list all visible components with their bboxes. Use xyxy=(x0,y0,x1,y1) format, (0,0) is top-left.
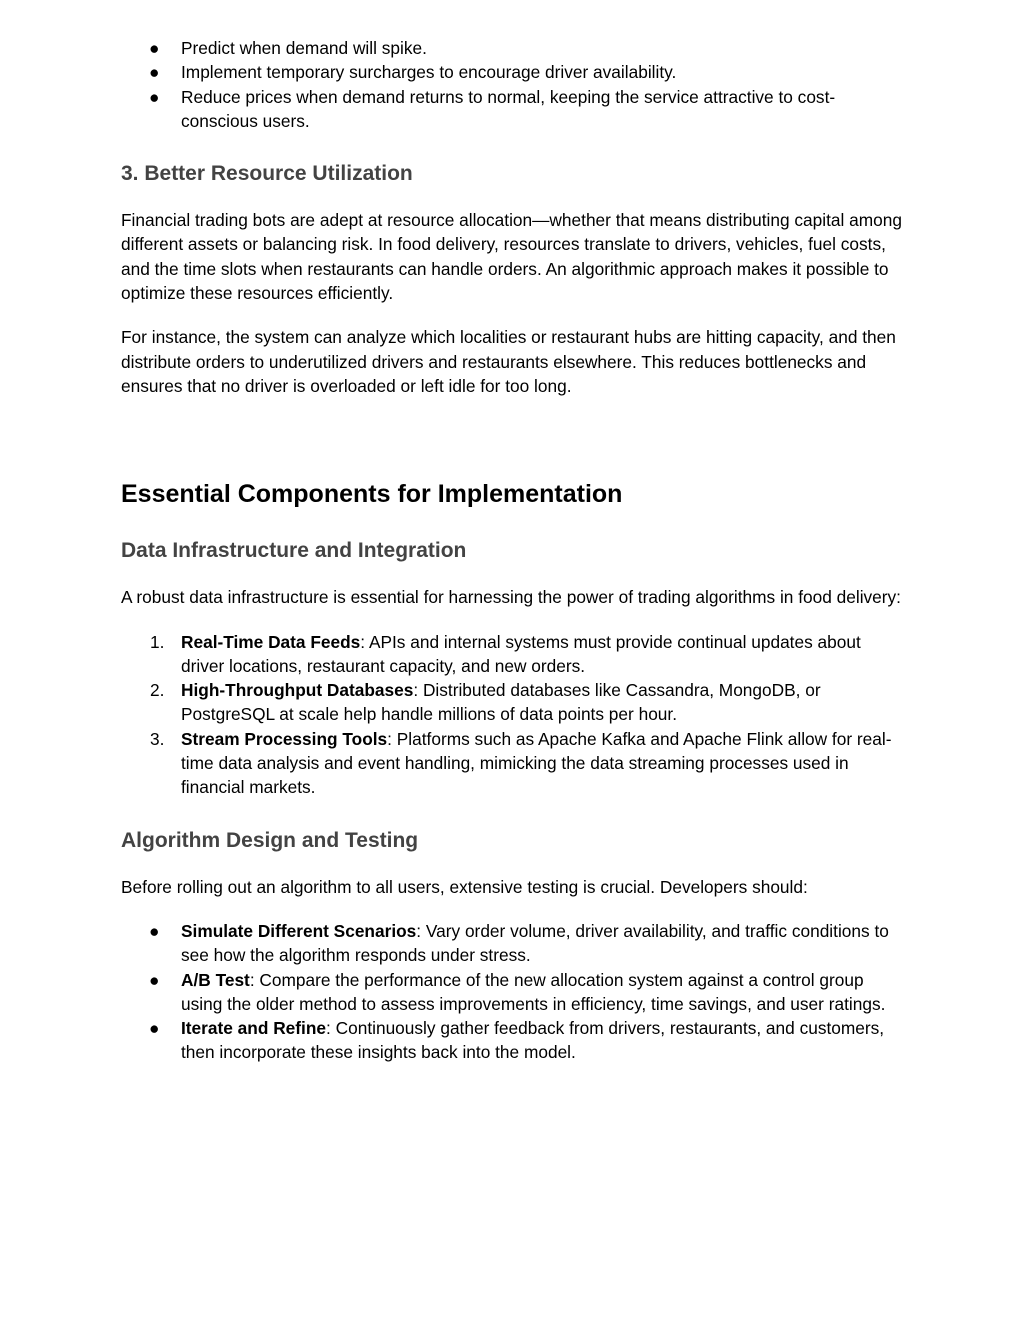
list-item-text: Implement temporary surcharges to encourage driver availability. xyxy=(181,62,677,83)
list-item-text: : Distributed databases like Cassandra, MongoDB, or PostgreSQL at scale help handle millions of data points per hour. xyxy=(181,680,821,725)
section-heading-resource-utilization: 3. Better Resource Utilization xyxy=(121,162,413,186)
bullet-icon: ● xyxy=(149,62,160,83)
section-heading-data-infrastructure: Data Infrastructure and Integration xyxy=(121,539,467,563)
list-item xyxy=(121,727,906,800)
list-item-text: Predict when demand will spike. xyxy=(181,38,427,58)
list-item-text: : APIs and internal systems must provide continual updates about driver locations, restaurant capacity, and new orders. xyxy=(181,631,861,676)
list-number: 1. xyxy=(150,631,165,652)
bullet-icon: ● xyxy=(149,920,160,941)
list-item-term: Real-Time Data Feeds xyxy=(181,631,361,652)
list-number: 2. xyxy=(150,680,165,701)
list-item xyxy=(121,919,906,968)
list-number: 3. xyxy=(150,728,165,749)
list-item-text: Reduce prices when demand returns to normal, keeping the service attractive to cost-conscious users. xyxy=(181,86,836,131)
list-item-text: : Compare the performance of the new allocation system against a control group using the older method to assess improvements in efficiency, time savings, and user ratings. xyxy=(181,969,886,1014)
list-item-term: Stream Processing Tools xyxy=(181,728,388,749)
list-item xyxy=(121,60,906,84)
paragraph: A robust data infrastructure is essential for harnessing the power of trading algorithms in food delivery: xyxy=(121,587,901,608)
paragraph: For instance, the system can analyze which localities or restaurant hubs are hitting capacity, and then distribute orders to underutilized drivers and restaurants elsewhere. This reduces bottlenecks and ensures that no driver is overloaded or left idle for too long. xyxy=(121,327,896,396)
list-item-term: High-Throughput Databases xyxy=(181,680,414,701)
section-title-essential-components: Essential Components for Implementation xyxy=(121,480,623,509)
bullet-icon: ● xyxy=(149,38,160,58)
paragraph: Before rolling out an algorithm to all users, extensive testing is crucial. Developers should: xyxy=(121,876,808,897)
bullet-icon: ● xyxy=(149,86,160,107)
bullet-icon: ● xyxy=(149,969,160,990)
list-item xyxy=(121,968,906,1017)
document-body xyxy=(121,36,906,1065)
paragraph: Financial trading bots are adept at resource allocation—whether that means distributing capital among different assets or balancing risk. In food delivery, resources translate to drivers, vehicles, fuel costs, and the time slots when restaurants can handle orders. An algorithmic approach makes it possible to optimize these resources efficiently. xyxy=(121,210,902,304)
list-item-term: Simulate Different Scenarios xyxy=(181,920,417,941)
list-item-text: : Vary order volume, driver availability, and traffic conditions to see how the algorithm responds under stress. xyxy=(181,920,889,966)
list-item xyxy=(121,678,906,727)
list-item xyxy=(121,630,906,679)
list-item-text: : Continuously gather feedback from drivers, restaurants, and customers, then incorporate these insights back into the model. xyxy=(181,1018,885,1063)
list-item-term: A/B Test xyxy=(181,969,250,990)
list-item xyxy=(121,36,906,60)
top-bullet-list xyxy=(121,36,906,133)
bullet-icon: ● xyxy=(149,1018,160,1039)
numbered-list xyxy=(121,630,906,800)
list-item xyxy=(121,1016,906,1065)
section-heading-algorithm-design: Algorithm Design and Testing xyxy=(121,828,419,852)
list-item-text: : Platforms such as Apache Kafka and Apache Flink allow for real-time data analysis and event handling, mimicking the data streaming processes used in financial markets. xyxy=(181,728,892,798)
bullet-list xyxy=(121,919,906,1065)
list-item-term: Iterate and Refine xyxy=(181,1018,327,1039)
list-item xyxy=(121,85,906,134)
